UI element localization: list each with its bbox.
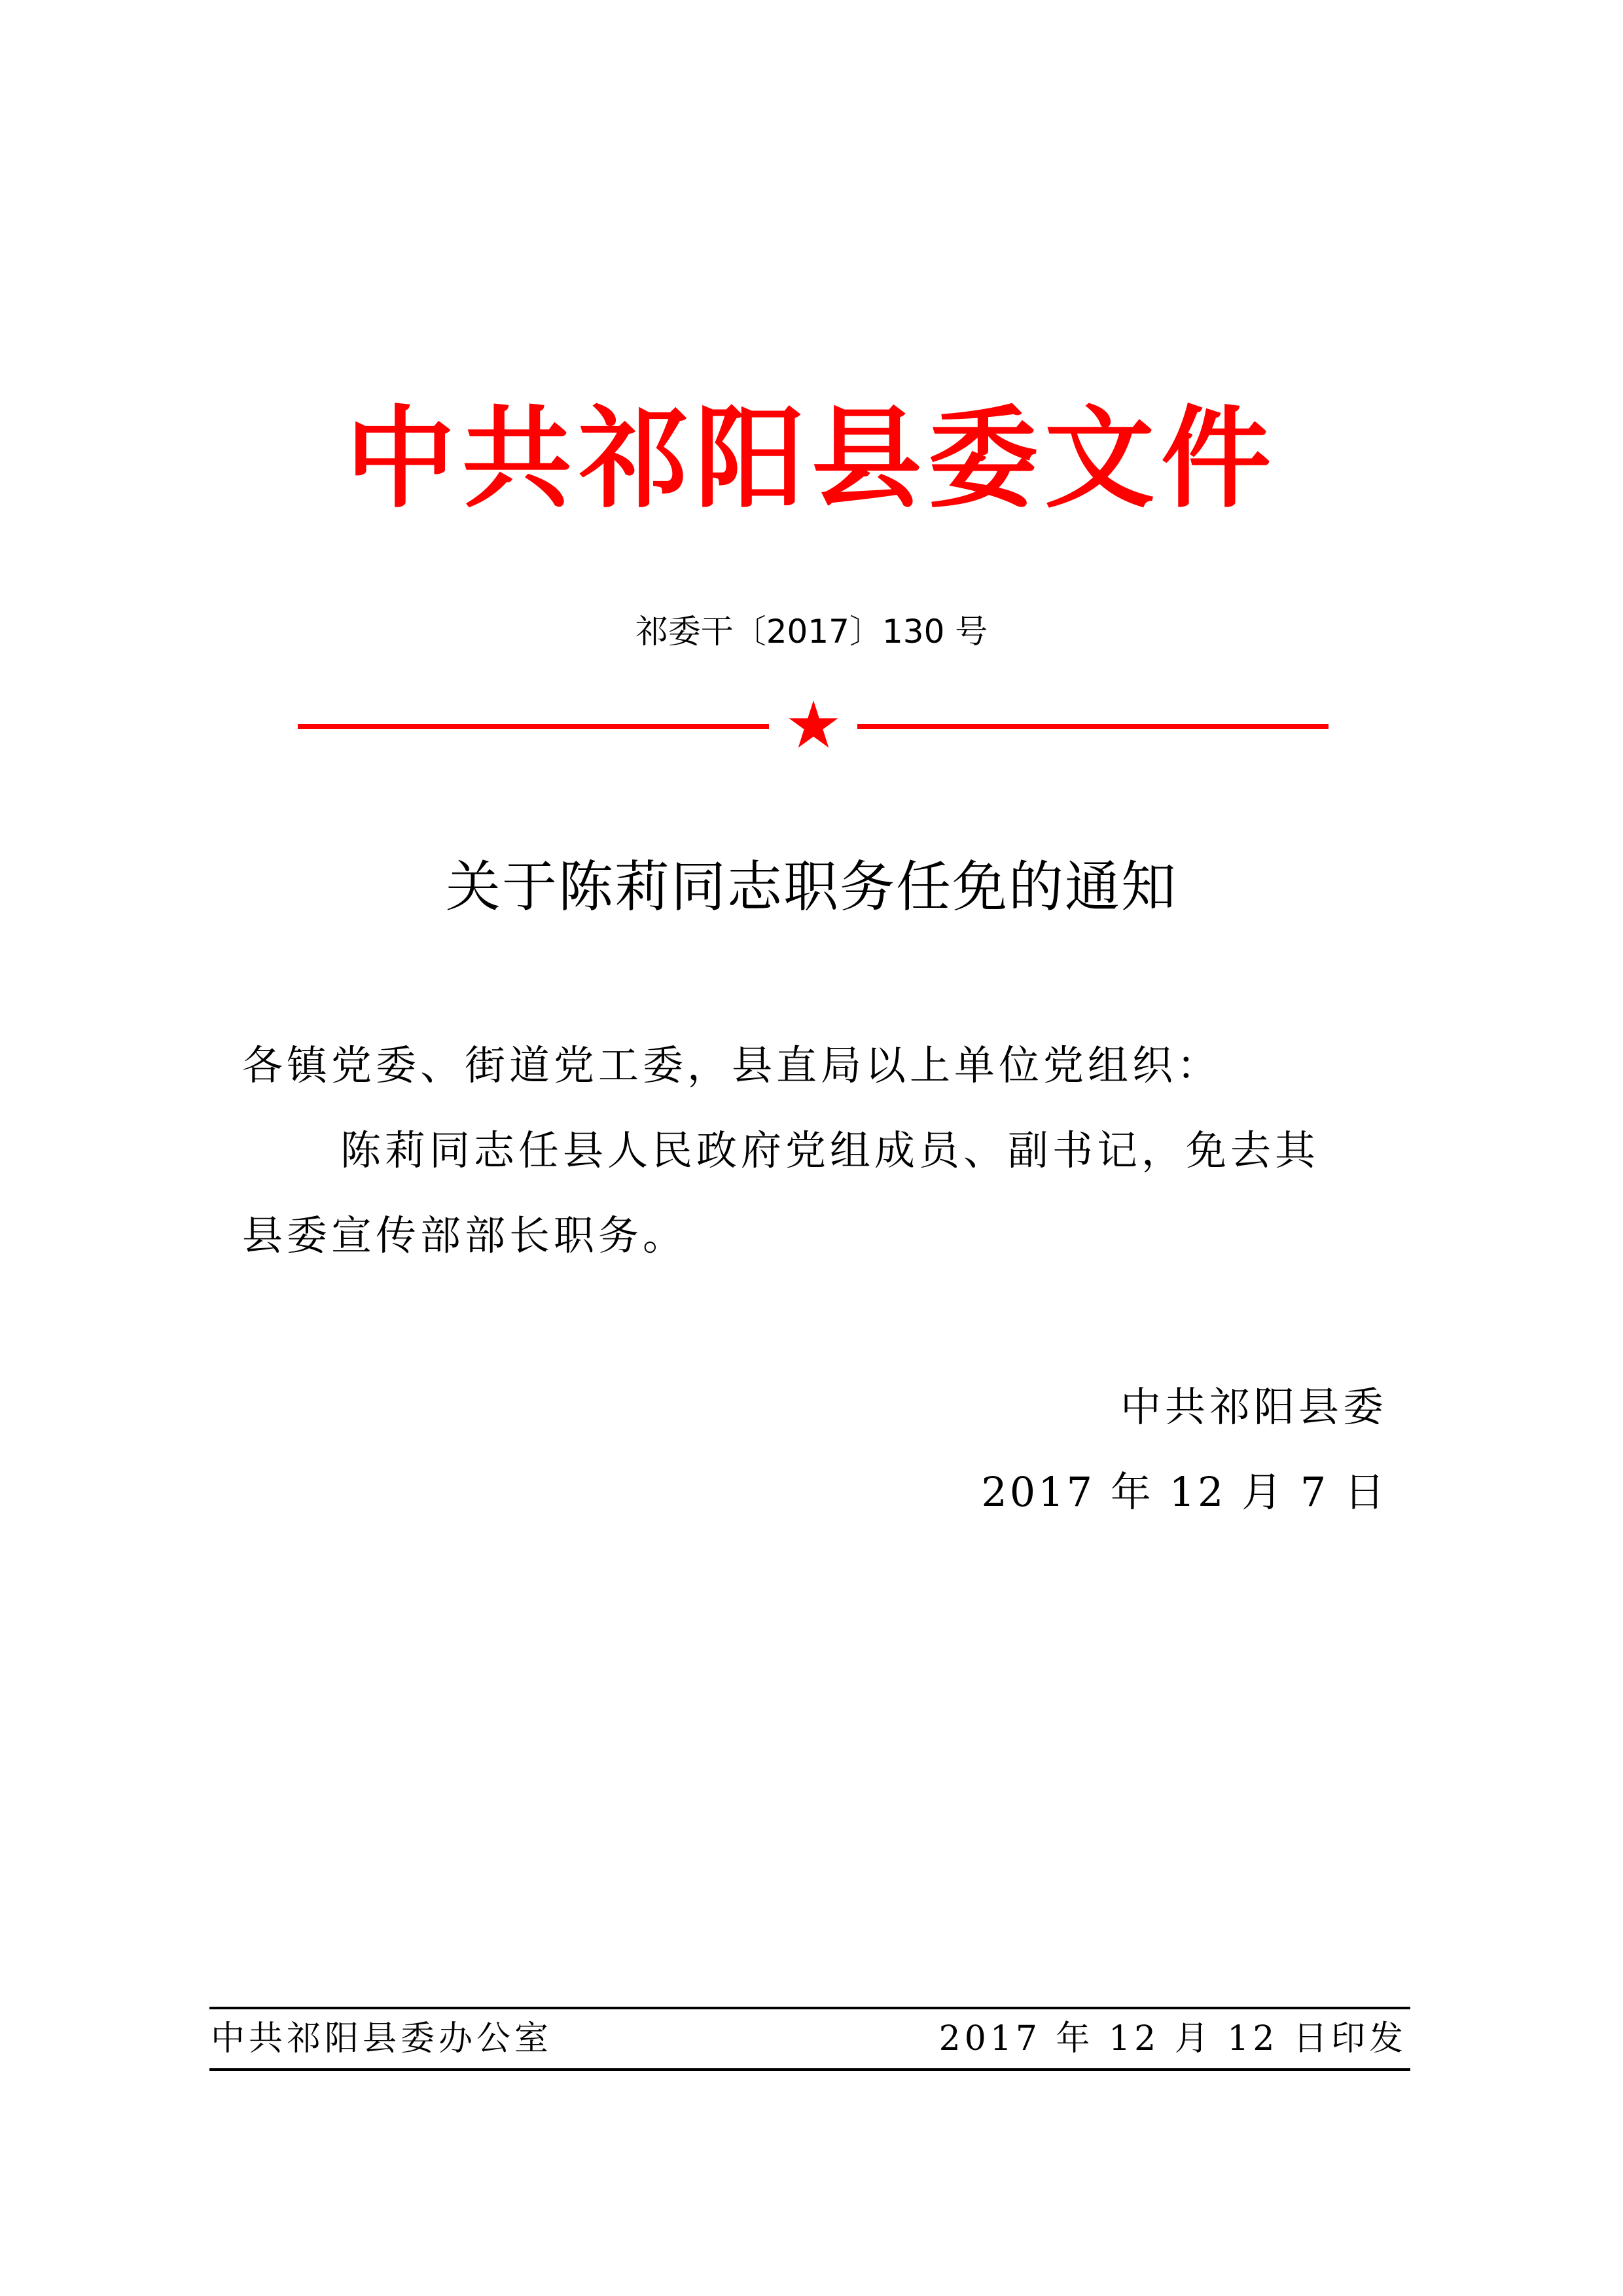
notice-title: 关于陈莉同志职务任免的通知 [445, 855, 1177, 919]
footer-bottom-rule [209, 2068, 1410, 2071]
document-number: 祁委干〔2017〕130 号 [635, 613, 988, 651]
notice-salutation: 各镇党委、街道党工委，县直局以上单位党组织： [242, 1041, 1222, 1089]
footer-top-rule [209, 2007, 1410, 2009]
star-icon [787, 698, 840, 751]
notice-paragraph-line-2: 县委宣传部部长职务。 [242, 1211, 688, 1259]
red-separator-right [857, 724, 1329, 729]
signature-date: 2017 年 12 月 7 日 [981, 1468, 1387, 1516]
signature-issuer: 中共祁阳县委 [1120, 1383, 1387, 1431]
document-header-title: 中共祁阳县委文件 [346, 393, 1277, 523]
red-separator-left [298, 724, 769, 729]
footer-issuer: 中共祁阳县委办公室 [211, 2019, 553, 2058]
footer-print-date: 2017 年 12 月 12 日印发 [938, 2019, 1407, 2058]
notice-paragraph-line-1: 陈莉同志任县人民政府党组成员、副书记，免去其 [340, 1126, 1320, 1174]
